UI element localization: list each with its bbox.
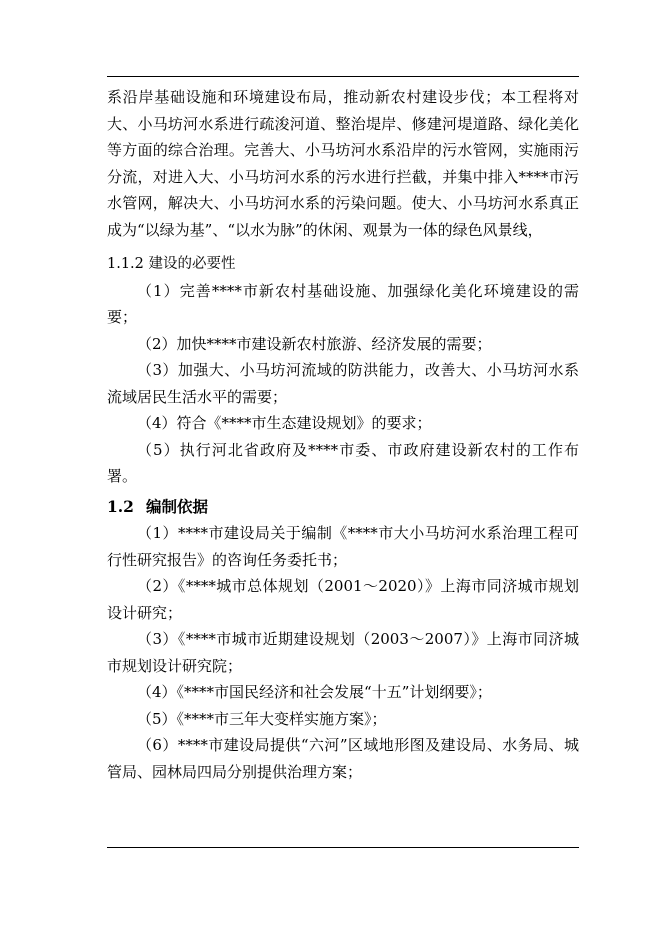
list-item: （3）加强大、小马坊河流域的防洪能力，改善大、小马坊河水系流域居民生活水平的需要； [107, 361, 579, 406]
list-item: （1）完善****市新农村基础设施、加强绿化美化环境建设的需要； [107, 281, 579, 326]
list-item: （5）《****市三年大变样实施方案》； [137, 709, 387, 728]
list-item: （2）《****城市总体规划（2001～2020）》上海市同济城市规划设计研究； [107, 577, 579, 622]
list-item: （5）执行河北省政府及****市委、市政府建设新农村的工作布署。 [107, 440, 579, 485]
list-item: （4）符合《****市生态建设规划》的要求； [137, 414, 432, 432]
intro-paragraph: 系沿岸基础设施和环境建设布局，推动新农村建设步伐；本工程将对大、小马坊河水系进行疏浚河道、整治堤岸、修建河堤道路、绿化美化等方面的综合治理。完善大、小马坊河水系沿岸的污水管网，实施雨污分流，对进入大、小马坊河水系的污水进行拦截，并集中排入****市污水管网，解决大、小马坊河水系的污染问题。使大、小马坊河水系真正成为“以绿为基”、“以水为脉”的休闲、观景为一体的绿色风景线， [107, 88, 579, 239]
list-item: （2）加快****市建设新农村旅游、经济发展的需要； [137, 334, 492, 353]
section-title-1-1-2: 1.1.2 建设的必要性 [107, 256, 236, 272]
list-item: （4）《****市国民经济和社会发展“十五”计划纲要》； [137, 683, 492, 701]
header-rule [107, 76, 579, 77]
list-item: （3）《****市城市近期建设规划（2003～2007）》上海市同济城市规划设计研究院； [107, 630, 579, 675]
list-item: （1）****市建设局关于编制《****市大小马坊河水系治理工程可行性研究报告》的咨询任务委托书； [107, 524, 579, 569]
section-heading-text: 编制依据 [145, 496, 208, 516]
footer-rule [107, 847, 579, 848]
section-number: 1.2 [107, 496, 134, 516]
section-heading-1-2 [107, 494, 579, 521]
list-item: （6）****市建设局提供“六河”区域地形图及建设局、水务局、城管局、园林局四局分别提供治理方案； [107, 736, 579, 781]
document-body [107, 84, 579, 785]
